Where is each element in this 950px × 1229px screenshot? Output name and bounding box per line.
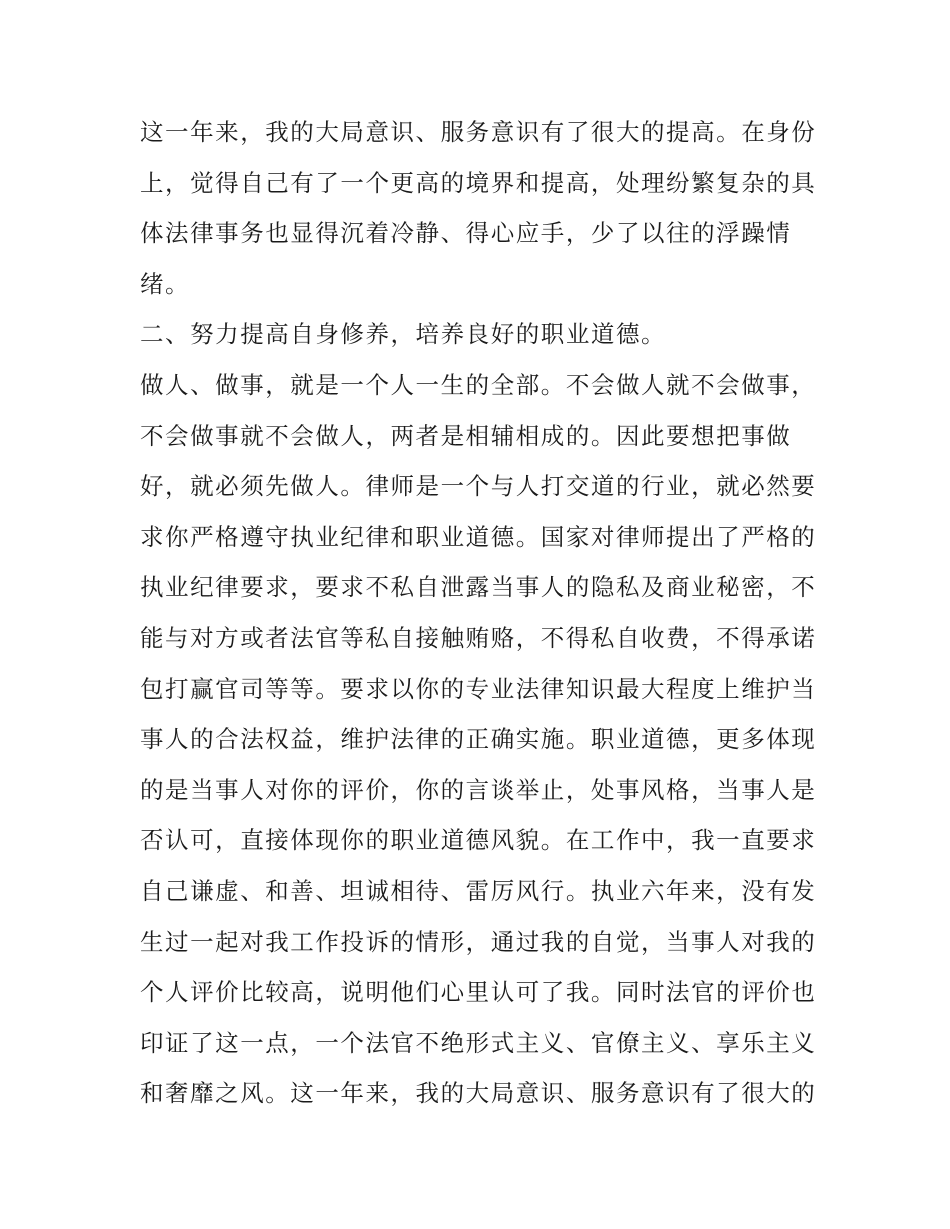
text-line-17: 生过一起对我工作投诉的情形，通过我的自觉，当事人对我的	[140, 927, 817, 956]
document-page	[140, 107, 820, 1119]
text-line-18: 个人评价比较高，说明他们心里认可了我。同时法官的评价也	[140, 978, 817, 1007]
text-line-11: 能与对方或者法官等私自接触贿赂，不得私自收费，不得承诺	[140, 623, 817, 652]
text-line-19: 印证了这一点，一个法官不绝形式主义、官僚主义、享乐主义	[140, 1028, 817, 1057]
text-line-13: 事人的合法权益，维护法律的正确实施。职业道德，更多体现	[140, 725, 817, 754]
text-line-8: 好，就必须先做人。律师是一个与人打交道的行业，就必然要	[140, 472, 817, 501]
text-line-10: 执业纪律要求，要求不私自泄露当事人的隐私及商业秘密，不	[140, 573, 817, 602]
text-line-1: 这一年来，我的大局意识、服务意识有了很大的提高。在身份	[140, 118, 817, 146]
text-line-3: 体法律事务也显得沉着冷静、得心应手，少了以往的浮躁情	[140, 219, 792, 248]
text-line-15: 否认可，直接体现你的职业道德风貌。在工作中，我一直要求	[140, 826, 817, 855]
text-line-14: 的是当事人对你的评价，你的言谈举止，处事风格，当事人是	[140, 775, 817, 804]
text-line-9: 求你严格遵守执业纪律和职业道德。国家对律师提出了严格的	[140, 522, 817, 551]
text-line-7: 不会做事就不会做人，两者是相辅相成的。因此要想把事做	[140, 421, 792, 450]
text-line-4: 绪。	[140, 269, 191, 298]
text-line-16: 自己谦虚、和善、坦诚相待、雷厉风行。执业六年来，没有发	[140, 876, 817, 905]
text-line-12: 包打赢官司等等。要求以你的专业法律知识最大程度上维护当	[140, 674, 817, 703]
text-line-2: 上，觉得自己有了一个更高的境界和提高，处理纷繁复杂的具	[140, 168, 817, 197]
section-heading: 二、努力提高自身修养，培养良好的职业道德。	[140, 320, 667, 349]
text-line-6: 做人、做事，就是一个人一生的全部。不会做人就不会做事，	[140, 370, 817, 399]
text-line-20: 和奢靡之风。这一年来，我的大局意识、服务意识有了很大的	[140, 1079, 817, 1108]
